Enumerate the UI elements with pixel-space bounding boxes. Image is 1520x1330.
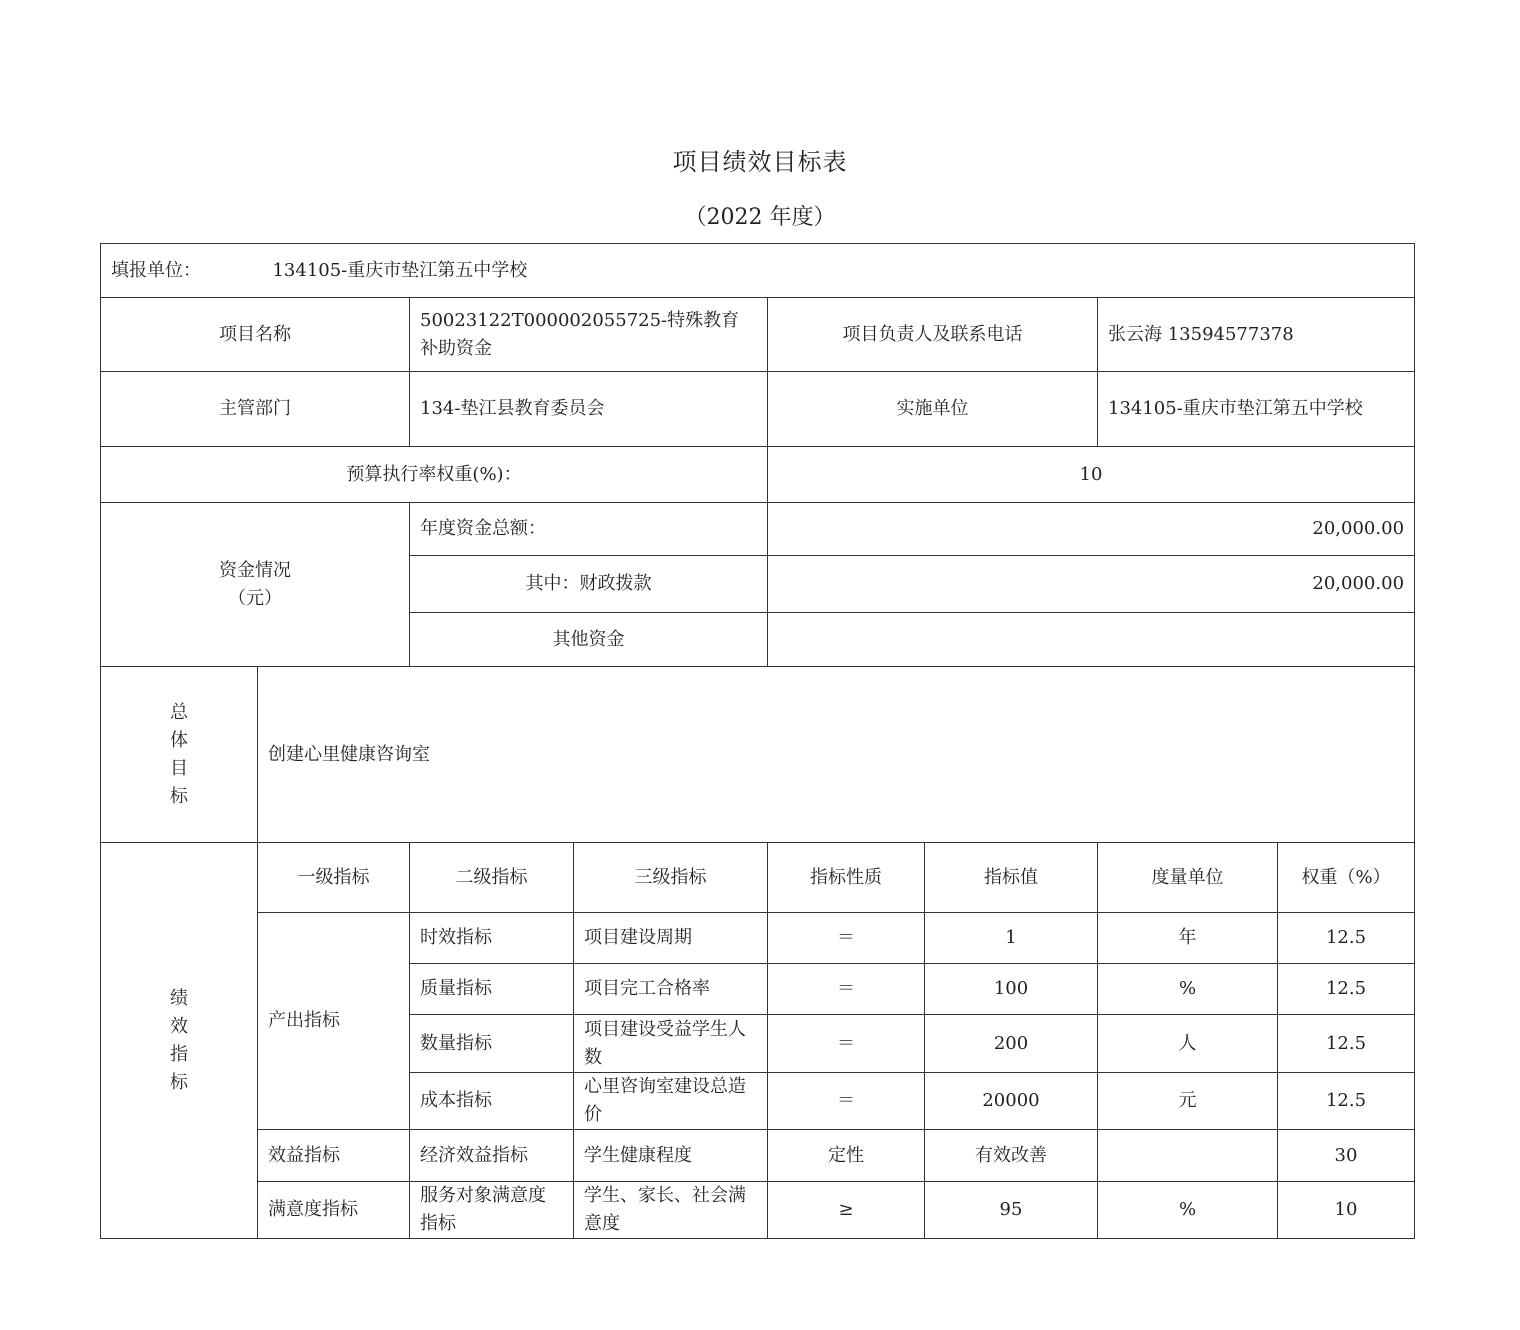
page-title: 项目绩效目标表 xyxy=(672,148,848,176)
value-cell: 有效改善 xyxy=(925,1130,1098,1182)
weight-cell: 12.5 xyxy=(1278,1015,1415,1073)
level1-cell: 满意度指标 xyxy=(258,1182,410,1239)
unit-cell xyxy=(1098,1130,1278,1182)
value-cell: 200 xyxy=(925,1015,1098,1073)
nature-cell: 定性 xyxy=(768,1130,925,1182)
weight-cell: 30 xyxy=(1278,1130,1415,1182)
other-funds-value xyxy=(768,613,1415,667)
level3-cell: 项目建设周期 xyxy=(574,913,768,964)
funds-label xyxy=(101,503,410,667)
overall-goal-value: 创建心里健康咨询室 xyxy=(258,667,1415,843)
budget-weight-value: 10 xyxy=(768,447,1415,503)
level3-cell: 心里咨询室建设总造价 xyxy=(574,1073,768,1130)
level2-cell: 数量指标 xyxy=(410,1015,574,1073)
header-level3: 三级指标 xyxy=(574,843,768,913)
goal-char: 总 xyxy=(170,701,188,723)
budget-weight-label: 预算执行率权重(%)： xyxy=(101,447,768,503)
level3-cell: 学生、家长、社会满意度 xyxy=(574,1182,768,1239)
performance-target-table xyxy=(100,243,1415,1239)
level2-cell: 时效指标 xyxy=(410,913,574,964)
funds-label-line2: （元） xyxy=(228,587,282,609)
annual-total-label: 年度资金总额： xyxy=(410,503,768,556)
level3-cell: 项目完工合格率 xyxy=(574,964,768,1015)
table-row xyxy=(101,913,1415,964)
level3-cell: 项目建设受益学生人数 xyxy=(574,1015,768,1073)
unit-cell: % xyxy=(1098,964,1278,1015)
unit-cell: % xyxy=(1098,1182,1278,1239)
page-subtitle: （2022 年度） xyxy=(684,205,836,230)
goal-char: 标 xyxy=(170,785,188,807)
fiscal-funds-label: 其中：财政拨款 xyxy=(410,556,768,613)
nature-cell: ＝ xyxy=(768,1015,925,1073)
other-funds-label: 其他资金 xyxy=(410,613,768,667)
header-unit: 度量单位 xyxy=(1098,843,1278,913)
level2-cell: 经济效益指标 xyxy=(410,1130,574,1182)
value-cell: 100 xyxy=(925,964,1098,1015)
filler-unit-label: 填报单位： xyxy=(111,259,201,281)
fiscal-funds-value: 20,000.00 xyxy=(768,556,1415,613)
weight-cell: 12.5 xyxy=(1278,964,1415,1015)
header-level1: 一级指标 xyxy=(258,843,410,913)
department-label: 主管部门 xyxy=(101,372,410,447)
nature-cell: ≥ xyxy=(768,1182,925,1239)
project-owner-value: 张云海 13594577378 xyxy=(1098,298,1415,372)
unit-cell: 年 xyxy=(1098,913,1278,964)
indicator-char: 效 xyxy=(170,1015,188,1037)
output-indicator-label: 产出指标 xyxy=(258,913,410,1130)
implementing-unit-label: 实施单位 xyxy=(768,372,1098,447)
value-cell: 1 xyxy=(925,913,1098,964)
value-cell: 20000 xyxy=(925,1073,1098,1130)
level1-cell: 效益指标 xyxy=(258,1130,410,1182)
annual-total-value: 20,000.00 xyxy=(768,503,1415,556)
table-row xyxy=(101,1130,1415,1182)
project-owner-label: 项目负责人及联系电话 xyxy=(768,298,1098,372)
nature-cell: ＝ xyxy=(768,964,925,1015)
implementing-unit-value: 134105-重庆市垫江第五中学校 xyxy=(1098,372,1415,447)
overall-goal-label xyxy=(101,667,258,843)
weight-cell: 12.5 xyxy=(1278,913,1415,964)
filler-unit-cell xyxy=(101,244,1415,298)
level3-cell: 学生健康程度 xyxy=(574,1130,768,1182)
nature-cell: ＝ xyxy=(768,913,925,964)
project-name-value: 50023122T000002055725-特殊教育补助资金 xyxy=(410,298,768,372)
indicators-label xyxy=(101,843,258,1239)
level2-cell: 成本指标 xyxy=(410,1073,574,1130)
unit-cell: 元 xyxy=(1098,1073,1278,1130)
level2-cell: 服务对象满意度指标 xyxy=(410,1182,574,1239)
weight-cell: 10 xyxy=(1278,1182,1415,1239)
funds-label-line1: 资金情况 xyxy=(219,559,291,581)
department-value: 134-垫江县教育委员会 xyxy=(410,372,768,447)
nature-cell: ＝ xyxy=(768,1073,925,1130)
header-level2: 二级指标 xyxy=(410,843,574,913)
header-nature: 指标性质 xyxy=(768,843,925,913)
level2-cell: 质量指标 xyxy=(410,964,574,1015)
project-name-label: 项目名称 xyxy=(101,298,410,372)
header-weight: 权重（%） xyxy=(1278,843,1415,913)
indicator-char: 指 xyxy=(170,1043,188,1065)
indicator-char: 绩 xyxy=(170,987,188,1009)
goal-char: 体 xyxy=(170,729,188,751)
unit-cell: 人 xyxy=(1098,1015,1278,1073)
weight-cell: 12.5 xyxy=(1278,1073,1415,1130)
value-cell: 95 xyxy=(925,1182,1098,1239)
goal-char: 目 xyxy=(170,757,188,779)
table-row xyxy=(101,1182,1415,1239)
header-value: 指标值 xyxy=(925,843,1098,913)
indicator-char: 标 xyxy=(170,1071,188,1093)
filler-unit-value: 134105-重庆市垫江第五中学校 xyxy=(272,259,528,281)
